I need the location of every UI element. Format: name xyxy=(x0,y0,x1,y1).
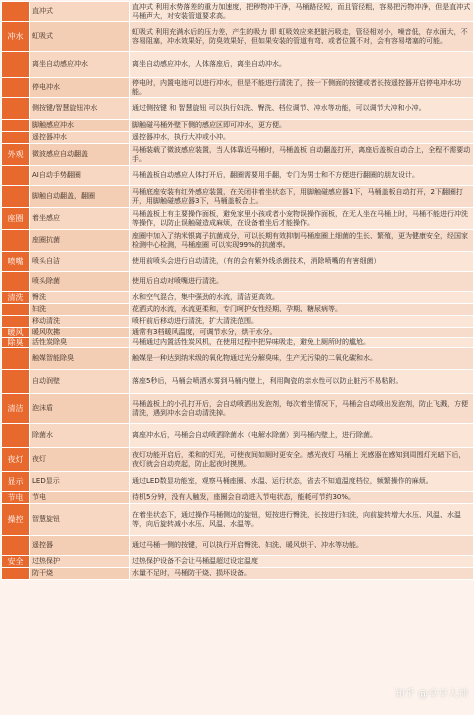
description-cell: 虹吸式 利用充满水后的压力差，产生的吸力 即 虹吸效应来把脏污吸走，管径相对小，噪音低，存水面大，不容易阻塞，冲水效果好，防臭效果好，但如果安装的管道有弯、或者位置不对，会有容易堵塞的可能。 xyxy=(130,22,474,52)
feature-cell: 臀洗 xyxy=(30,292,130,304)
table-row xyxy=(2,78,474,98)
feature-cell: 停电冲水 xyxy=(30,78,130,98)
description-cell: 马桶盖板上有主要操作面板，避免家里小孩或者小宠物误操作面板，在无人坐在马桶上时，马桶不能进行冲洗等操作，以防止误触碰造成麻烦，在设备着坐后才能操作。 xyxy=(130,208,474,230)
category-cell: 显示 xyxy=(2,472,30,492)
description-cell: 马桶装载了微波感应装置，当人体靠近马桶时，马桶盖板 自动翻盖打开，离座后盖板自动合上，全程不需要动手。 xyxy=(130,144,474,166)
category-cell xyxy=(2,132,30,144)
table-row xyxy=(2,230,474,252)
description-cell: 离座冲水后，马桶会自动喷洒除菌水（电解水除菌）到马桶内壁上，进行除菌。 xyxy=(130,424,474,448)
table-row xyxy=(2,504,474,536)
category-cell: 座圈 xyxy=(2,208,30,230)
category-cell xyxy=(2,120,30,132)
feature-cell: 智慧旋钮 xyxy=(30,504,130,536)
category-cell xyxy=(2,52,30,78)
description-cell: 马桶盖板上的小孔打开后，会自动喷洒出发泡剂，每次着坐情况下，马桶会自动喷出发泡剂，防止飞溅，方便清洗，遇到冲水会自动清洗掉。 xyxy=(130,394,474,424)
category-cell: 清洁 xyxy=(2,394,30,424)
feature-cell: 微波感应自动翻盖 xyxy=(30,144,130,166)
feature-cell: 直冲式 xyxy=(30,2,130,22)
table-row xyxy=(2,556,474,568)
category-cell xyxy=(2,230,30,252)
feature-cell: 夜灯 xyxy=(30,448,130,472)
table-row xyxy=(2,338,474,348)
table-row xyxy=(2,292,474,304)
feature-cell: 暖风吹拂 xyxy=(30,328,130,338)
zhihu-watermark: 知乎 @享享大神 xyxy=(394,689,468,700)
category-cell: 喷嘴 xyxy=(2,252,30,272)
feature-cell: 虹吸式 xyxy=(30,22,130,52)
category-cell: 夜灯 xyxy=(2,448,30,472)
description-cell: 花洒式的水流，水流更柔和，专门呵护女性经期、孕期、糖尿病等。 xyxy=(130,304,474,316)
category-cell: 节电 xyxy=(2,492,30,504)
category-cell: 安全 xyxy=(2,556,30,568)
description-cell: 遥控器冲水，执行大冲或小冲。 xyxy=(130,132,474,144)
category-cell xyxy=(2,272,30,292)
category-cell xyxy=(2,536,30,556)
description-cell: 落座5秒后，马桶会喷洒水雾到马桶内壁上，利用陶瓷的亲水性可以防止脏污不易粘附。 xyxy=(130,370,474,394)
table-row xyxy=(2,144,474,166)
category-cell: 操控 xyxy=(2,504,30,536)
table-row xyxy=(2,448,474,472)
feature-cell: 除菌水 xyxy=(30,424,130,448)
feature-cell: 座圈抗菌 xyxy=(30,230,130,252)
category-cell xyxy=(2,98,30,120)
table-row xyxy=(2,98,474,120)
table-row xyxy=(2,2,474,22)
category-cell: 暖风 xyxy=(2,328,30,338)
feature-cell: 妇洗 xyxy=(30,304,130,316)
table-row xyxy=(2,492,474,504)
description-cell: 停电时，内置电池可以进行冲水，但是不能进行清洗了，按一下侧面的按键或者长按遥控器开启停电冲水功能。 xyxy=(130,78,474,98)
table-row xyxy=(2,472,474,492)
description-cell: 触媒是一种达到纳米级的氧化物通过光分解臭味，生产无污染的二氧化碳和水。 xyxy=(130,348,474,370)
table-row xyxy=(2,316,474,328)
description-cell: 待机5分钟，没有人触发，座圈会自动进入节电状态，能耗可节约30%。 xyxy=(130,492,474,504)
description-cell: 喷杆前后移动进行清洗，扩大清洗范围。 xyxy=(130,316,474,328)
feature-cell: 喷头自洁 xyxy=(30,252,130,272)
description-cell: 夜灯功能开启后，柔和的灯光，可使夜间如厕时更安全。感光夜灯 马桶上 光感器在感知到周围灯光暗下后，夜灯就会自动亮起，防止起夜时摸黑。 xyxy=(130,448,474,472)
table-row xyxy=(2,186,474,208)
feature-cell: 触媒智能除臭 xyxy=(30,348,130,370)
description-cell: 使用前喷头会进行自动清洗，（有的会有紫外线杀菌技术，消除喷嘴的有害细菌） xyxy=(130,252,474,272)
description-cell: 水量不足时，马桶防干烧、损坏设备。 xyxy=(130,568,474,580)
table-row xyxy=(2,536,474,556)
table-row xyxy=(2,166,474,186)
table-row xyxy=(2,394,474,424)
category-cell xyxy=(2,568,30,580)
table-row xyxy=(2,348,474,370)
category-cell xyxy=(2,166,30,186)
table-row xyxy=(2,252,474,272)
description-cell: 通常有3档暖风温度，可调节水分，烘干水分。 xyxy=(130,328,474,338)
feature-cell: 自动润壁 xyxy=(30,370,130,394)
feature-cell: 喷头除菌 xyxy=(30,272,130,292)
category-cell: 外观 xyxy=(2,144,30,166)
table-row xyxy=(2,328,474,338)
table-body xyxy=(2,2,474,580)
category-cell xyxy=(2,2,30,22)
description-cell: 马桶盖板自动感应人体打开后，翻圈需要用手翻，专门为男士和不方便进行翻圈的朋友设计。 xyxy=(130,166,474,186)
category-cell: 冲水 xyxy=(2,22,30,52)
feature-cell: 移动清洗 xyxy=(30,316,130,328)
description-cell: 在着坐状态下，通过操作马桶侧边的旋钮，短按进行臀洗，长按进行妇洗，向前旋转增大水压、风温、水温等，向后旋转减小水压、风温、水温等。 xyxy=(130,504,474,536)
description-cell: 马桶通过内置活性炭风机，在使用过程中把异味吸走，避免上厕所时的尴尬。 xyxy=(130,338,474,348)
feature-cell: AI自动手势翻圈 xyxy=(30,166,130,186)
table-row xyxy=(2,424,474,448)
table-row xyxy=(2,370,474,394)
category-cell xyxy=(2,186,30,208)
feature-cell: 活性炭除臭 xyxy=(30,338,130,348)
description-cell: 使用后自动对喷嘴进行清洗。 xyxy=(130,272,474,292)
description-cell: 马桶底座安装有红外感应装置，在关闭非着坐状态下，用脚触碰感应器1下，马桶盖板自动打开，2下翻圈打开，用脚触碰感应器3下，马桶盖板合上。 xyxy=(130,186,474,208)
category-cell: 清洗 xyxy=(2,292,30,304)
feature-cell: 节电 xyxy=(30,492,130,504)
category-cell xyxy=(2,78,30,98)
description-cell: 直冲式 利用水势落差的重力加速度，把秽物冲干净，马桶路径短，而且管径粗，容易把污物冲净，但是直冲式马桶声大，对安装管道要求高。 xyxy=(130,2,474,22)
feature-cell: 遥控器 xyxy=(30,536,130,556)
table-row xyxy=(2,52,474,78)
description-cell: 过热保护设备不会让马桶温超过设定温度 xyxy=(130,556,474,568)
category-cell xyxy=(2,370,30,394)
feature-cell: 遥控器冲水 xyxy=(30,132,130,144)
category-cell: 除臭 xyxy=(2,338,30,348)
table-row xyxy=(2,132,474,144)
table-row xyxy=(2,22,474,52)
description-cell: 脚触碰马桶外壁下侧的感应区即可冲水，更方便。 xyxy=(130,120,474,132)
feature-spec-table xyxy=(1,1,474,580)
table-row xyxy=(2,208,474,230)
category-cell xyxy=(2,424,30,448)
category-cell xyxy=(2,304,30,316)
feature-cell: 泡沫盾 xyxy=(30,394,130,424)
feature-cell: 脚触自动翻盖，翻圈 xyxy=(30,186,130,208)
description-cell: 离坐自动感应冲水，人体落座后，离坐自动冲水。 xyxy=(130,52,474,78)
feature-cell: 脚触感应冲水 xyxy=(30,120,130,132)
category-cell xyxy=(2,348,30,370)
description-cell: 通过LED数显功能室，观察马桶座圈、水温、运行状态，省去不知道温度档位，频繁操作的麻烦。 xyxy=(130,472,474,492)
category-cell xyxy=(2,316,30,328)
feature-cell: 侧按键/智慧旋钮冲水 xyxy=(30,98,130,120)
table-row xyxy=(2,304,474,316)
feature-cell: 过热保护 xyxy=(30,556,130,568)
feature-cell: LED显示 xyxy=(30,472,130,492)
feature-cell: 着坐感应 xyxy=(30,208,130,230)
description-cell: 水和空气混合，集中强劲的水流，清洁更高效。 xyxy=(130,292,474,304)
description-cell: 座圈中加入了纳米银离子抗菌成分，可以长期有效抑制马桶座圈上细菌的生长、繁殖，更为健康安全，经国家检测中心检测，马桶座圈 可以实现99%的抗菌率。 xyxy=(130,230,474,252)
table-row xyxy=(2,568,474,580)
feature-cell: 离坐自动感应冲水 xyxy=(30,52,130,78)
feature-cell: 防干烧 xyxy=(30,568,130,580)
description-cell: 通过侧按键 和 智慧旋钮 可以执行妇洗、臀洗、档位调节、冲水等功能，可以调节大冲和小冲。 xyxy=(130,98,474,120)
description-cell: 通过马桶一侧的按键，可以执行开启臀洗、妇洗、暖风烘干、冲水等功能。 xyxy=(130,536,474,556)
table-row xyxy=(2,120,474,132)
table-row xyxy=(2,272,474,292)
